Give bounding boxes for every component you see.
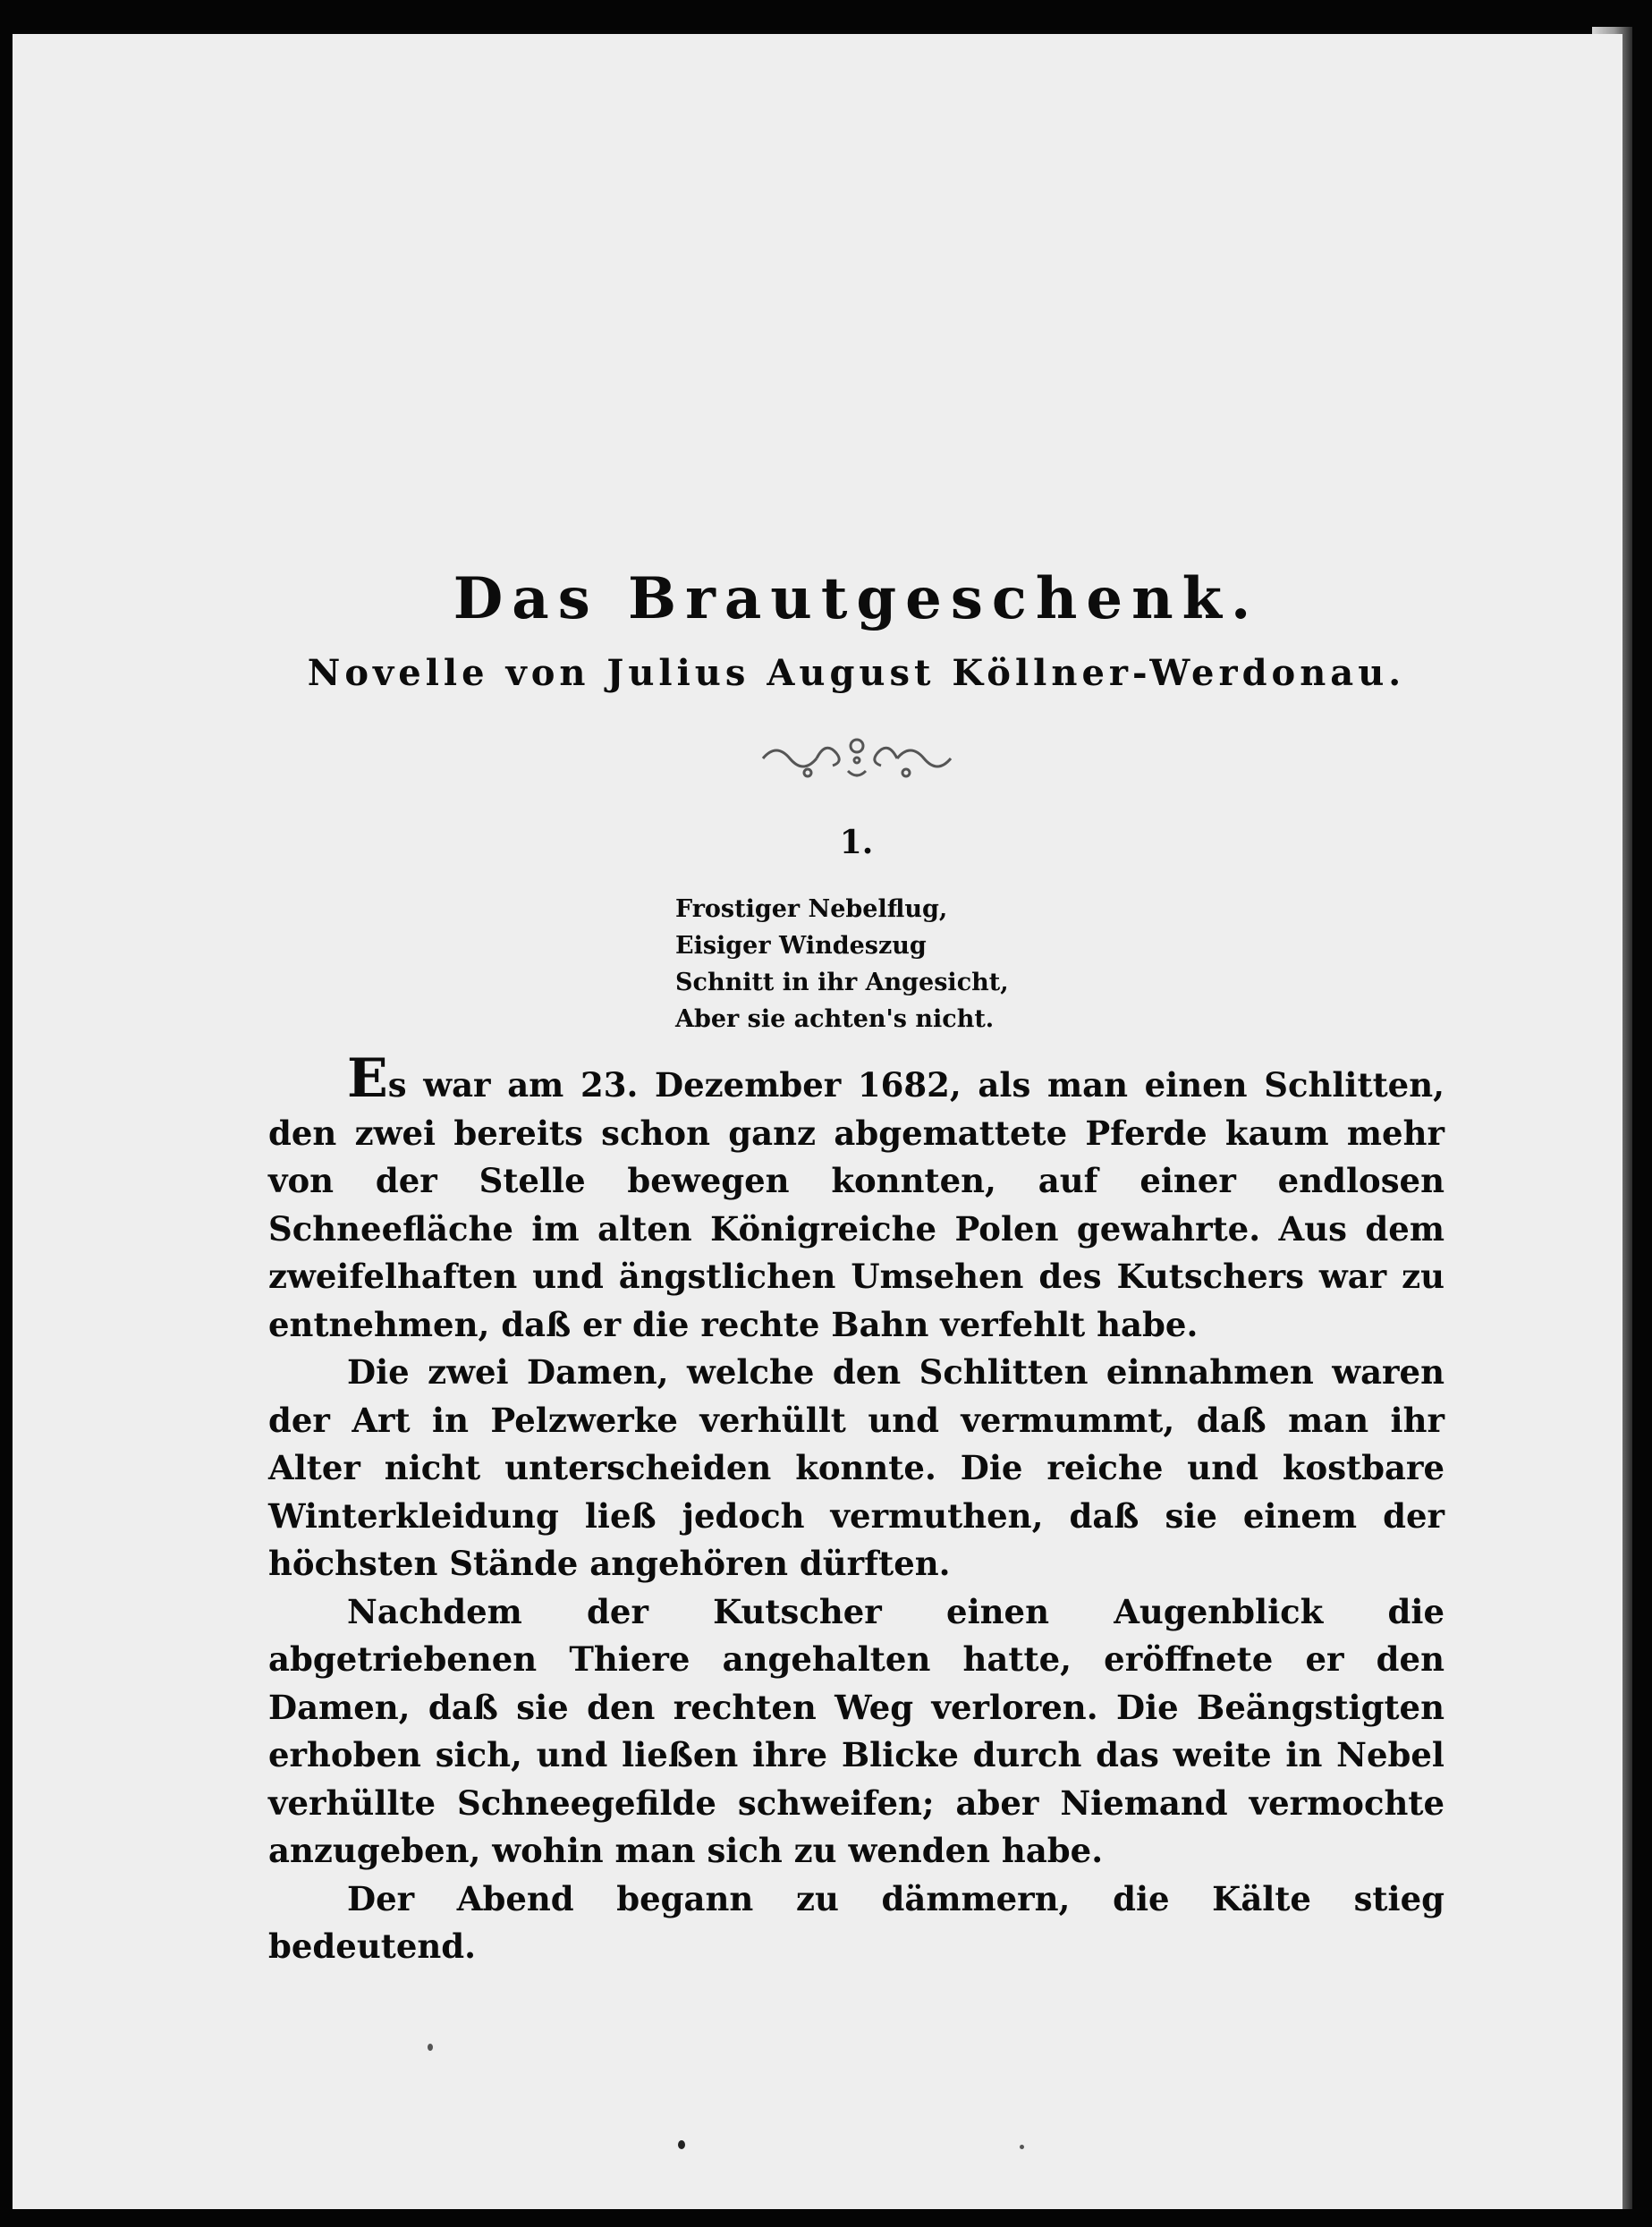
story-title: Das Brautgeschenk. xyxy=(453,565,1260,632)
paragraph: Nachdem der Kutscher einen Augenblick die abgetriebenen Thiere angehalten hatte, eröffnete er den Damen, daß sie den rechten Weg verloren. Die Beängstigten erhoben sich, und ließen ihre Blicke durch das weite in Nebel verhüllte Schneegefilde schweifen; aber Niemand vermochte anzugeben, wohin man sich zu wenden habe. xyxy=(268,1591,1444,1870)
paragraph-text: s war am 23. Dezember 1682, als man einen Schlitten, den zwei bereits schon ganz abgemattete Pferde kaum mehr von der Stelle bewegen konnten, auf einer endlosen Schneefläche im alten Königreiche Polen gewahrte. Aus dem zweifelhaften und ängstlichen Umsehen des Kutschers war zu entnehmen, daß er die rechte Bahn verfehlt habe. xyxy=(268,1065,1444,1344)
paragraph: Der Abend begann zu dämmern, die Kälte stieg bedeutend. xyxy=(268,1878,1444,1966)
story-body xyxy=(268,1047,1444,1971)
chapter-number: 1. xyxy=(839,824,874,861)
verse-line: Aber sie achten's nicht. xyxy=(675,1005,995,1033)
paper-speck xyxy=(1020,2145,1024,2149)
verse-epigraph xyxy=(675,891,1069,1037)
verse-line: Schnitt in ihr Angesicht, xyxy=(675,969,1009,996)
paragraph xyxy=(268,1047,1444,1349)
verse-line: Frostiger Nebelflug, xyxy=(675,895,948,923)
paragraph: Die zwei Damen, welche den Schlitten einnahmen waren der Art in Pelzwerke verhüllt und vermummt, daß man ihr Alter nicht unterscheiden konnte. Die reiche und kostbare Winterkleidung ließ jedoch vermuthen, daß sie einem der höchsten Stände angehören dürften. xyxy=(268,1352,1444,1583)
drop-cap: E xyxy=(347,1047,388,1110)
ornament-flourish-icon xyxy=(754,732,960,785)
story-subtitle: Novelle von Julius August Köllner-Werdonau. xyxy=(307,652,1406,694)
verse-line: Eisiger Windeszug xyxy=(675,932,927,960)
paper-speck xyxy=(678,2140,685,2149)
text-block xyxy=(268,563,1444,1971)
paper-speck xyxy=(428,2044,433,2051)
